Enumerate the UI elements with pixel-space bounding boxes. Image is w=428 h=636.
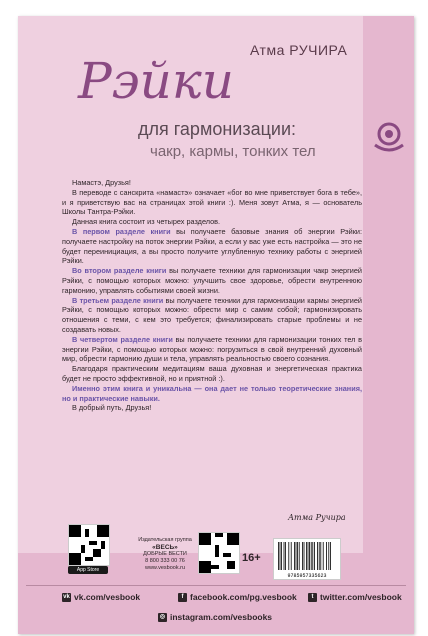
highlighted-text: Во втором разделе книги [72,266,167,276]
barcode-bar [280,542,281,570]
isbn-barcode [273,538,341,580]
highlighted-text: Именно этим книга и уникальна — она дает не только теоретические знания, но и практические навыки. [62,383,362,403]
publisher-block [130,537,200,572]
paragraph [62,364,362,384]
barcode-bar [320,542,321,570]
highlighted-text: В первом разделе книги [72,226,171,236]
paragraph-text: Благодаря практическим медитациям ваша духовная и энергетическая практика будет не просто эффективной, но и приятной :). [62,364,362,383]
paragraph-text: Данная книга состоит из четырех разделов. [72,217,221,227]
barcode-bar [312,542,313,570]
barcode-bar [302,542,303,570]
paragraph [62,384,362,404]
publisher-tagline: ДОБРЫЕ ВЕСТИ [143,551,187,557]
social-twitter[interactable] [308,592,402,602]
paragraph [62,178,362,188]
paragraph [62,335,362,364]
twitter-icon: t [308,593,317,602]
instagram-icon: ◎ [159,613,166,620]
social-instagram-link[interactable]: instagram.com/vesbooks [170,612,273,622]
isbn-number: 9785957335623 [287,573,327,579]
book-title: Рэйки [78,52,234,110]
publisher-name: «ВЕСЬ» [152,544,178,551]
author-signature: Атма Ручира [288,513,346,522]
barcode-bar [314,542,315,570]
barcode-bar [330,542,331,570]
publisher-site[interactable]: www.vesbook.ru [144,565,186,571]
barcode-bar [326,542,327,570]
highlighted-text: В четвертом разделе книги [72,334,173,344]
paragraph-text: Намастэ, Друзья! [72,178,131,187]
subtitle-line-2: чакр, кармы, тонких тел [150,143,316,160]
barcode-bar [294,542,295,570]
paragraph-text: вы получаете техники для гармонизации чакр энергией Рэйки, с помощью которых можно: улучшить свое здоровье, обрести внутреннюю гармонию, управлять событиями своей жизни. [62,266,362,295]
book-back-cover [18,16,414,634]
barcode-bar [288,542,289,570]
paragraph-text: В добрый путь, Друзья! [72,403,152,413]
paragraph [62,266,362,295]
app-store-badge[interactable]: App Store [68,566,108,574]
barcode-bar [319,542,320,570]
social-vk[interactable] [62,592,140,602]
paragraph [62,188,362,217]
barcode-bar [297,542,298,570]
lotus-logo-icon [371,119,407,155]
age-rating: 16+ [242,552,261,564]
paragraph [62,227,362,266]
publisher-group-label: Издательская группа [138,537,192,543]
author-name: Атма РУЧИРА [250,42,348,58]
qr-code-site[interactable] [198,532,240,574]
barcode-bar [309,542,310,570]
barcode-bar [317,542,318,570]
barcode-bar [328,542,329,570]
footer-divider [26,585,406,586]
description-text [62,178,362,413]
paragraph [62,403,362,413]
highlighted-text: В третьем разделе книги [72,295,164,305]
paragraph-text: вы получаете базовые знания об энергии Рэйки: получаете настройку на поток энергии Рэйки, а если у вас уже есть настройка — это не будет переинициация, а вы просто получите углубленную технику работы с энергией Рэйки. [62,226,362,266]
social-twitter-link[interactable]: twitter.com/vesbook [320,592,402,602]
barcode-bar [306,542,307,570]
barcode-bar [284,542,285,570]
barcode-bar [299,542,300,570]
barcode-bar [291,542,292,570]
barcode-bar [308,542,309,570]
paragraph-text: В переводе с санскрита «намастэ» означает «бог во мне приветствует бога в тебе», и я приветствую вас на страницах этой книги :). Меня зовут Атма, я — основатель Школы Тантра-Рэйки. [62,187,362,217]
paragraph-text: вы получаете техники для гармонизации тонких тел в энергии Рэйки, с помощью которых можно: погрузиться в свой внутренний духовный мир, обрести гармонию души и тела, управлять реальностью своего сознания. [62,334,362,364]
paragraph [62,296,362,335]
barcode-bar [311,542,312,570]
social-facebook-link[interactable]: facebook.com/pg.vesbook [190,592,297,602]
social-vk-link[interactable]: vk.com/vesbook [74,592,141,602]
social-instagram[interactable] [158,612,272,622]
barcode-bar [278,542,279,570]
paragraph-text: вы получаете техники для гармонизации кармы энергией Рэйки, с помощью которых можно: обрести мир с самим собой; гармонизировать отношения с теми, с кем это требуется; финализировать старые проблемы и не создавать новых. [62,295,362,334]
vk-icon: vk [63,593,70,600]
barcode-bar [281,542,282,570]
barcode-bar [296,542,297,570]
paragraph [62,217,362,227]
barcode-bar [323,542,324,570]
social-facebook[interactable] [178,592,297,602]
facebook-icon: f [178,593,187,602]
barcode-bar [304,542,305,570]
qr-code-app[interactable] [68,524,110,566]
publisher-phone: 8 800 333 00 76 [145,558,185,564]
barcode-bar [285,542,286,570]
subtitle-line-1: для гармонизации: [138,119,297,139]
